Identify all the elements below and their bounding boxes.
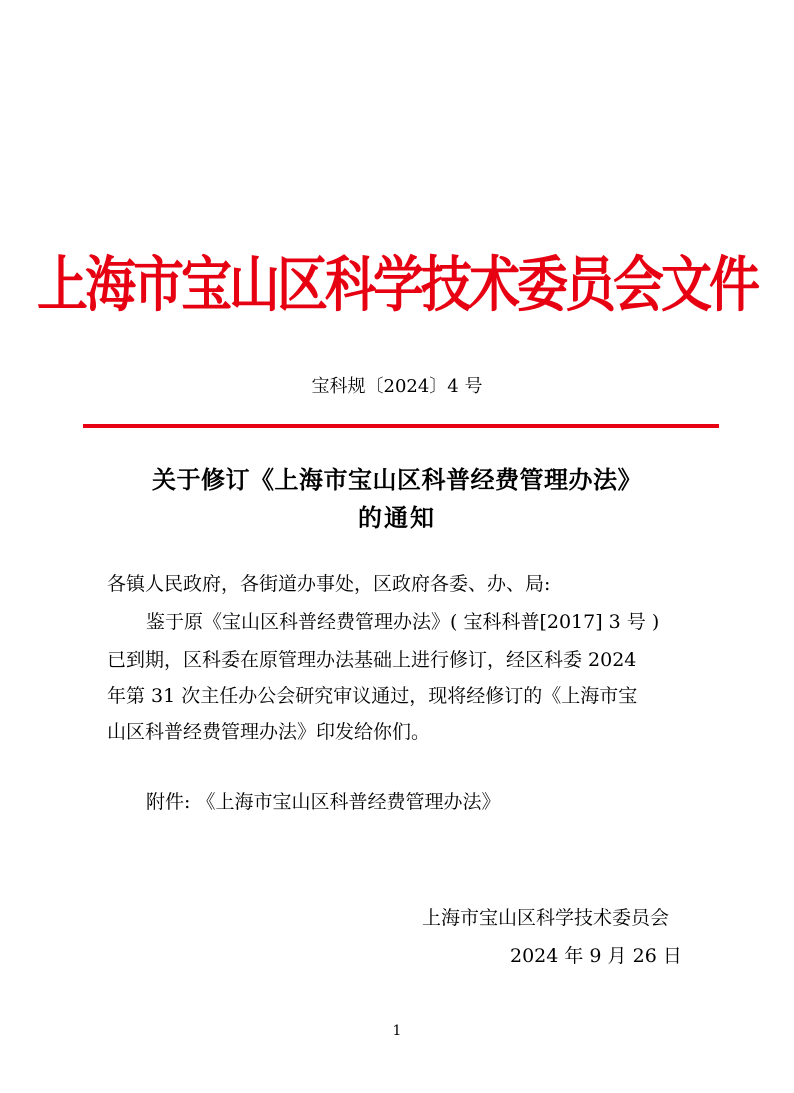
- salutation: 各镇人民政府，各街道办事处，区政府各委、办、局:: [107, 573, 551, 595]
- document-number: 宝科规〔2024〕4 号: [311, 376, 483, 397]
- paragraph-line-4: 山区科普经费管理办法》印发给你们。: [107, 721, 431, 743]
- document-title-line-1: 关于修订《上海市宝山区科普经费管理办法》: [152, 465, 642, 494]
- paragraph-line-1: 鉴于原《宝山区科普经费管理办法》( 宝科科普[2017] 3 号 ): [146, 611, 660, 633]
- signature-date: 2024 年 9 月 26 日: [510, 945, 682, 967]
- red-divider-line: [83, 424, 719, 428]
- signature-organization: 上海市宝山区科学技术委员会: [422, 907, 670, 929]
- page-number: 1: [392, 1023, 402, 1039]
- document-title-line-2: 的通知: [358, 503, 436, 532]
- document-masthead: 上海市宝山区科学技术委员会文件: [36, 251, 757, 321]
- paragraph-line-2: 已到期，区科委在原管理办法基础上进行修订，经区科委 2024: [107, 649, 637, 671]
- attachment-line: 附件: 《上海市宝山区科普经费管理办法》: [146, 791, 501, 813]
- paragraph-line-3: 年第 31 次主任办公会研究审议通过，现将经修订的《上海市宝: [107, 685, 638, 707]
